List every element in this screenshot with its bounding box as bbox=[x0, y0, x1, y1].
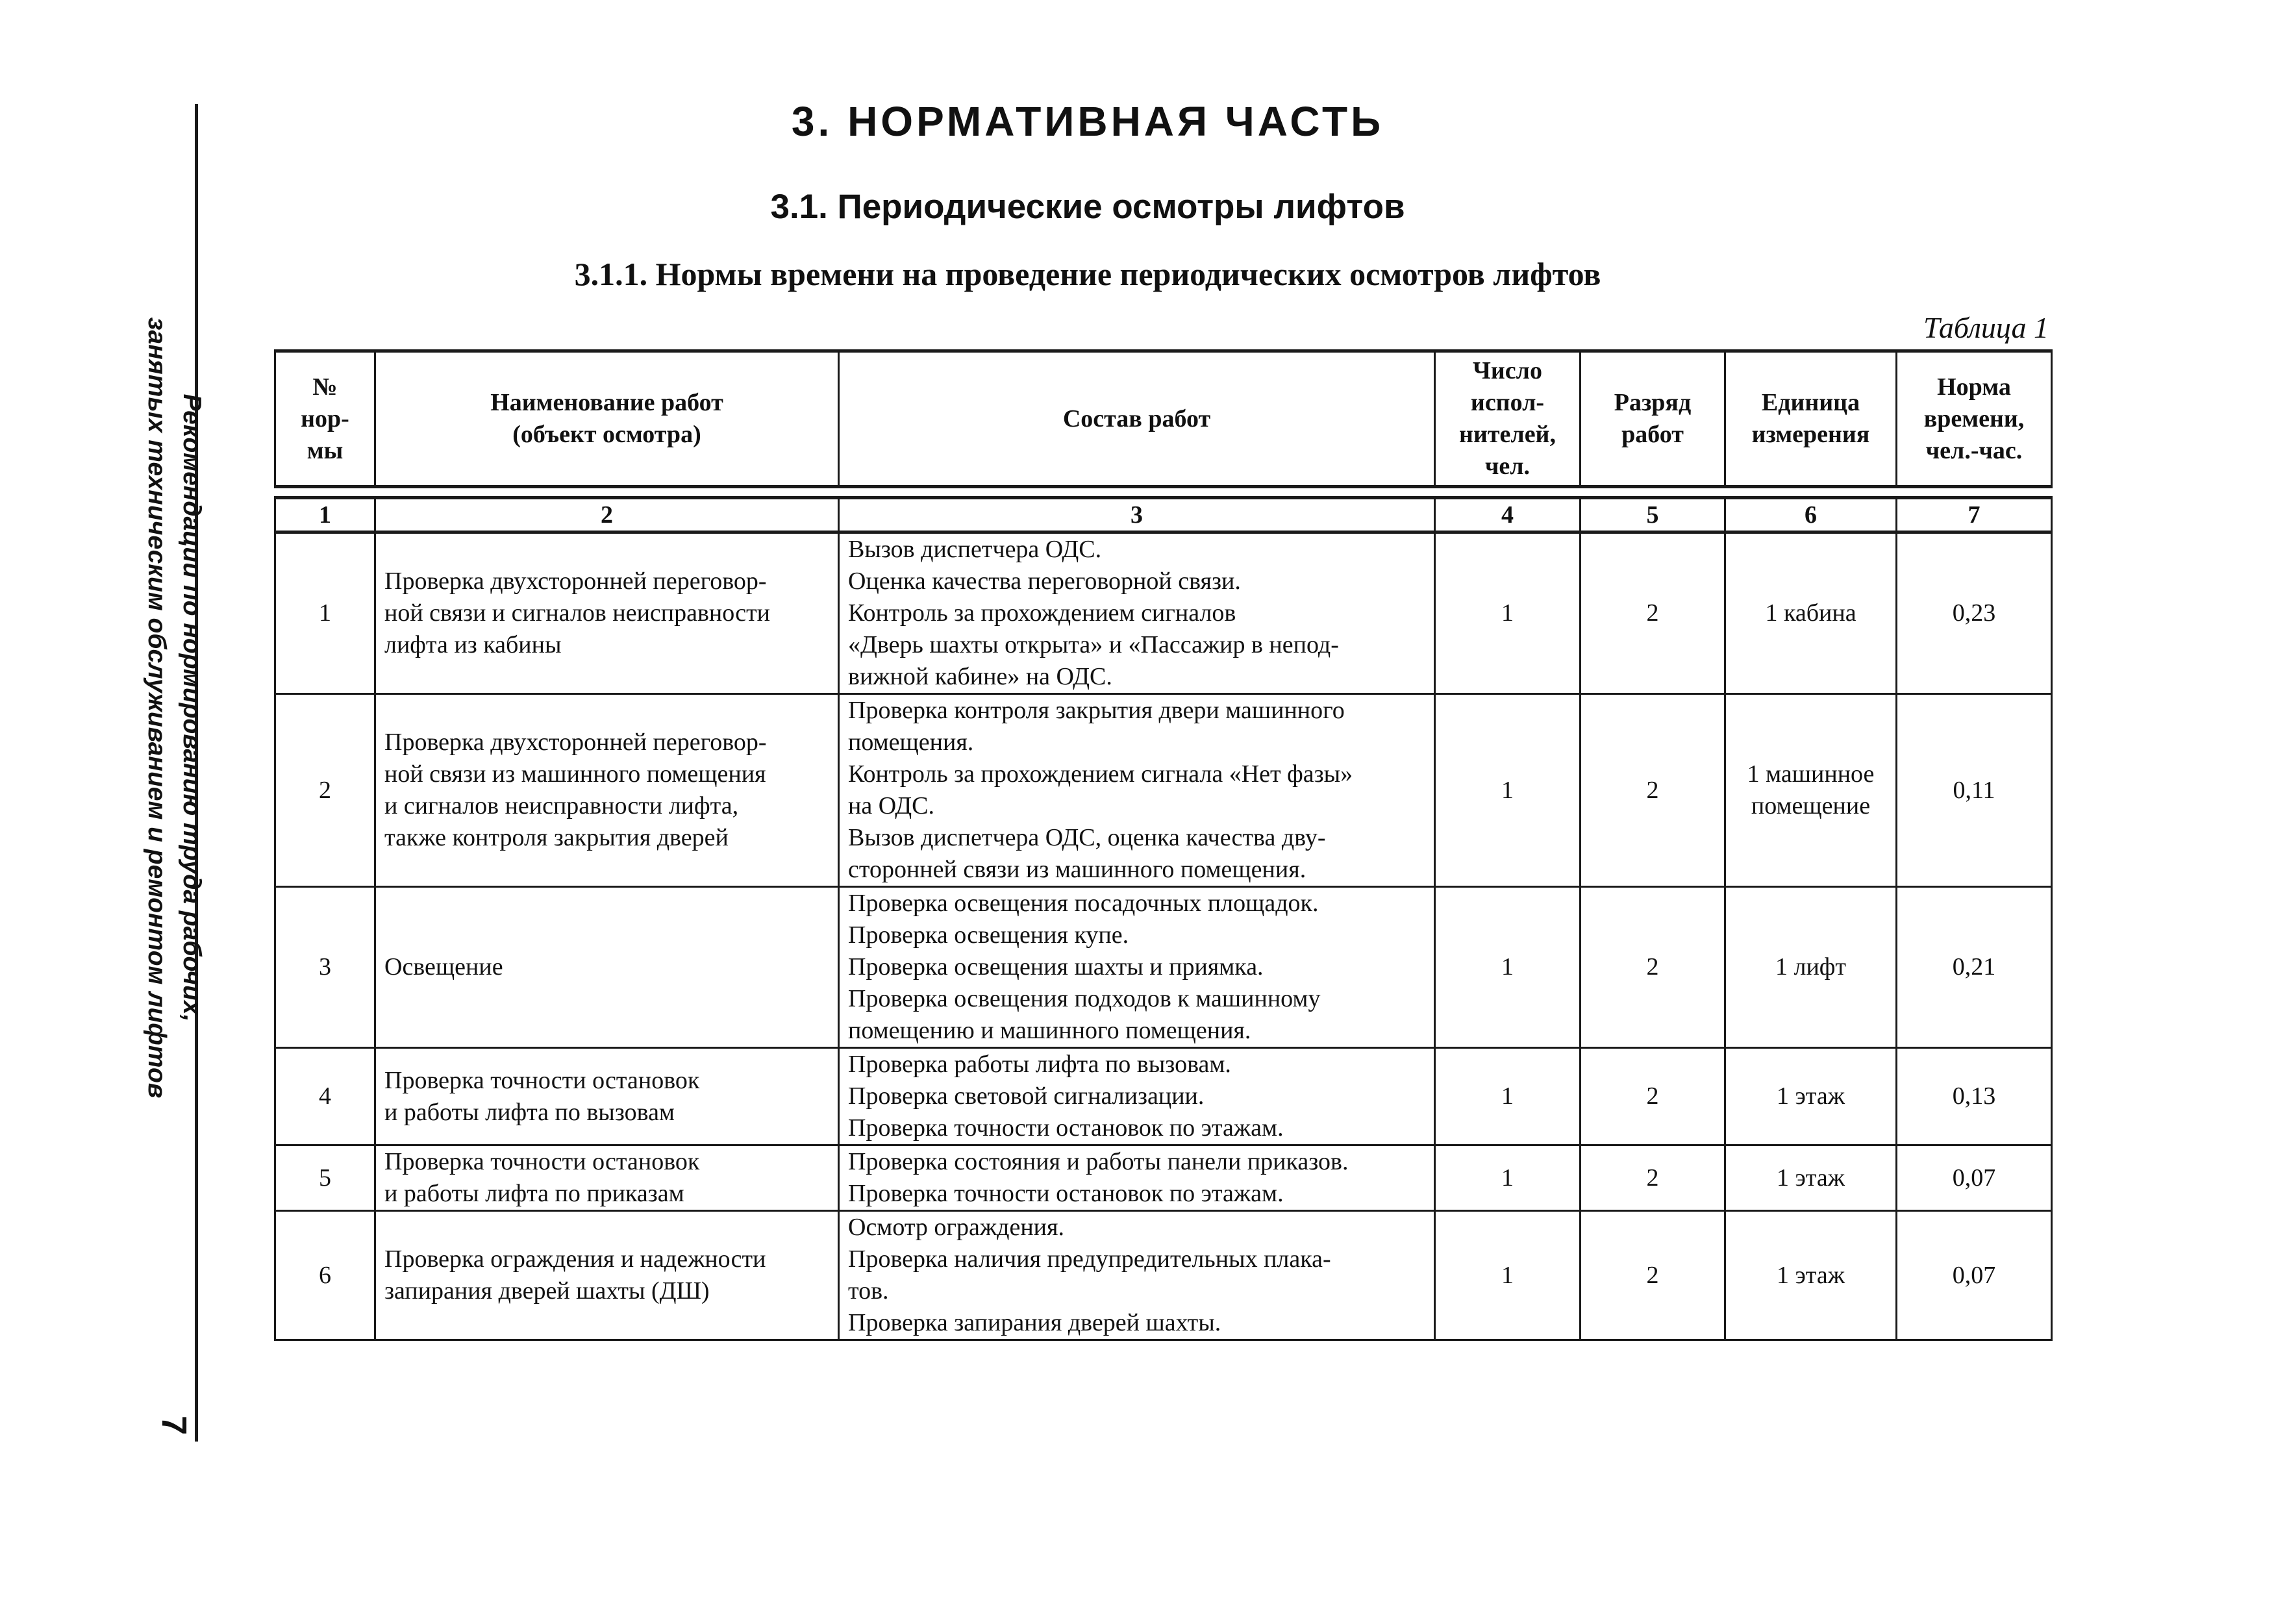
work-composition-cell-line: Проверка точности остановок по этажам. bbox=[848, 1180, 1284, 1207]
header-line: нителей, bbox=[1459, 421, 1556, 448]
header-line: Наименование работ bbox=[490, 389, 723, 416]
work-composition-cell-line: Осмотр ограждения. bbox=[848, 1214, 1064, 1241]
header-line: работ bbox=[1621, 421, 1684, 448]
norm-number-cell: 6 bbox=[275, 1211, 375, 1340]
norm-number-cell: 2 bbox=[275, 694, 375, 887]
unit-cell bbox=[1725, 1048, 1897, 1145]
header-line: Единица bbox=[1761, 389, 1860, 416]
running-title bbox=[139, 318, 209, 1099]
header-line: (объект осмотра) bbox=[512, 421, 701, 448]
work-name-cell-line: запирания дверей шахты (ДШ) bbox=[384, 1277, 710, 1305]
grade-cell: 2 bbox=[1581, 532, 1725, 694]
work-name-cell bbox=[375, 1048, 839, 1145]
work-name-cell-line: и работы лифта по вызовам bbox=[384, 1098, 675, 1126]
column-number-row bbox=[275, 498, 2052, 532]
table-label: Таблица 1 bbox=[1923, 311, 2049, 344]
header-line: чел. bbox=[1484, 453, 1531, 480]
header-line: нор- bbox=[301, 405, 349, 432]
work-name-cell-line: ной связи из машинного помещения bbox=[384, 760, 766, 788]
section-heading: 3. НОРМАТИВНАЯ ЧАСТЬ bbox=[791, 98, 1384, 145]
header-line: Число bbox=[1473, 357, 1542, 384]
time-norm-cell: 0,21 bbox=[1897, 887, 2052, 1048]
table-row bbox=[275, 1211, 2052, 1340]
work-composition-cell-line: помещения. bbox=[848, 729, 974, 756]
column-number: 5 bbox=[1581, 498, 1725, 532]
work-composition-cell-line: помещению и машинного помещения. bbox=[848, 1017, 1251, 1044]
header-cell bbox=[1725, 351, 1897, 487]
unit-cell-line: помещение bbox=[1751, 792, 1871, 819]
unit-cell-line: 1 этаж bbox=[1776, 1261, 1845, 1289]
workers-count-cell: 1 bbox=[1435, 887, 1581, 1048]
workers-count-cell: 1 bbox=[1435, 532, 1581, 694]
header-cell bbox=[1897, 351, 2052, 487]
work-name-cell-line: и сигналов неисправности лифта, bbox=[384, 792, 739, 819]
workers-count-cell: 1 bbox=[1435, 1048, 1581, 1145]
work-name-cell-line: Проверка точности остановок bbox=[384, 1148, 700, 1175]
grade-cell: 2 bbox=[1581, 694, 1725, 887]
time-norm-cell: 0,11 bbox=[1897, 694, 2052, 887]
unit-cell-line: 1 этаж bbox=[1776, 1164, 1845, 1192]
work-composition-cell-line: сторонней связи из машинного помещения. bbox=[848, 856, 1306, 883]
work-composition-cell bbox=[839, 887, 1435, 1048]
work-name-cell-line: Проверка двухсторонней переговор- bbox=[384, 568, 767, 595]
unit-cell-line: 1 этаж bbox=[1776, 1082, 1845, 1110]
header-line: измерения bbox=[1751, 421, 1870, 448]
work-name-cell-line: ной связи и сигналов неисправности bbox=[384, 599, 771, 627]
running-title-line-2: занятых техническим обслуживанием и ремонтом лифтов bbox=[143, 317, 171, 1099]
work-composition-cell-line: Проверка контроля закрытия двери машинного bbox=[848, 697, 1345, 724]
work-composition-cell-line: Проверка освещения купе. bbox=[848, 921, 1129, 949]
time-norm-cell: 0,13 bbox=[1897, 1048, 2052, 1145]
work-composition-cell-line: на ОДС. bbox=[848, 792, 935, 819]
workers-count-cell: 1 bbox=[1435, 694, 1581, 887]
time-norm-cell: 0,23 bbox=[1897, 532, 2052, 694]
work-composition-cell-line: Проверка работы лифта по вызовам. bbox=[848, 1051, 1231, 1078]
header-cell bbox=[375, 351, 839, 487]
header-line: чел.-час. bbox=[1925, 436, 2023, 464]
norm-number-cell: 4 bbox=[275, 1048, 375, 1145]
unit-cell bbox=[1725, 1211, 1897, 1340]
norm-number-cell: 3 bbox=[275, 887, 375, 1048]
table-row bbox=[275, 1048, 2052, 1145]
unit-cell bbox=[1725, 887, 1897, 1048]
header-line: Норма bbox=[1937, 373, 2011, 401]
work-composition-cell-line: Вызов диспетчера ОДС. bbox=[848, 536, 1102, 563]
header-cell bbox=[275, 351, 375, 487]
work-composition-cell-line: тов. bbox=[848, 1277, 889, 1305]
grade-cell: 2 bbox=[1581, 887, 1725, 1048]
work-composition-cell-line: Проверка наличия предупредительных плака- bbox=[848, 1245, 1331, 1273]
header-cell bbox=[839, 351, 1435, 487]
work-composition-cell-line: Проверка световой сигнализации. bbox=[848, 1082, 1205, 1110]
workers-count-cell: 1 bbox=[1435, 1211, 1581, 1340]
work-composition-cell-line: Проверка освещения шахты и приямка. bbox=[848, 953, 1264, 981]
table-body bbox=[275, 532, 2052, 1340]
work-name-cell-line: также контроля закрытия дверей bbox=[384, 824, 729, 851]
header-cell bbox=[1581, 351, 1725, 487]
unit-cell bbox=[1725, 694, 1897, 887]
work-name-cell-line: и работы лифта по приказам bbox=[384, 1180, 684, 1207]
unit-cell-line: 1 лифт bbox=[1775, 953, 1847, 981]
table-row bbox=[275, 532, 2052, 694]
header-gap-cell bbox=[275, 487, 2052, 498]
column-number: 6 bbox=[1725, 498, 1897, 532]
work-name-cell bbox=[375, 887, 839, 1048]
table-row bbox=[275, 1145, 2052, 1211]
norms-table bbox=[274, 349, 2053, 1341]
work-composition-cell-line: Проверка запирания дверей шахты. bbox=[848, 1309, 1221, 1336]
work-name-cell-line: лифта из кабины bbox=[384, 631, 562, 658]
work-composition-cell-line: Проверка точности остановок по этажам. bbox=[848, 1114, 1284, 1142]
norm-number-cell: 1 bbox=[275, 532, 375, 694]
header-row bbox=[275, 351, 2052, 487]
work-name-cell-line: Проверка ограждения и надежности bbox=[384, 1245, 766, 1273]
grade-cell: 2 bbox=[1581, 1211, 1725, 1340]
header-line: Разряд bbox=[1614, 389, 1692, 416]
work-name-cell-line: Освещение bbox=[384, 953, 503, 981]
unit-cell bbox=[1725, 532, 1897, 694]
subsection-heading: 3.1. Периодические осмотры лифтов bbox=[770, 188, 1405, 226]
work-composition-cell-line: «Дверь шахты открыта» и «Пассажир в непод- bbox=[848, 631, 1339, 658]
workers-count-cell: 1 bbox=[1435, 1145, 1581, 1211]
work-composition-cell-line: Проверка состояния и работы панели приказов. bbox=[848, 1148, 1349, 1175]
table-row bbox=[275, 887, 2052, 1048]
header-line: № bbox=[312, 373, 338, 401]
work-name-cell-line: Проверка двухсторонней переговор- bbox=[384, 729, 767, 756]
work-composition-cell-line: Вызов диспетчера ОДС, оценка качества дву- bbox=[848, 824, 1326, 851]
grade-cell: 2 bbox=[1581, 1048, 1725, 1145]
unit-cell-line: 1 кабина bbox=[1765, 599, 1856, 627]
work-name-cell bbox=[375, 532, 839, 694]
table-row bbox=[275, 694, 2052, 887]
work-name-cell-line: Проверка точности остановок bbox=[384, 1066, 700, 1094]
column-number: 4 bbox=[1435, 498, 1581, 532]
norm-number-cell: 5 bbox=[275, 1145, 375, 1211]
time-norm-cell: 0,07 bbox=[1897, 1211, 2052, 1340]
header-line: времени, bbox=[1923, 405, 2025, 432]
page-number: 7 bbox=[155, 1415, 194, 1436]
table-heading: 3.1.1. Нормы времени на проведение периодических осмотров лифтов bbox=[574, 256, 1601, 292]
work-name-cell bbox=[375, 694, 839, 887]
column-number: 1 bbox=[275, 498, 375, 532]
work-composition-cell-line: Проверка освещения посадочных площадок. bbox=[848, 890, 1319, 917]
work-composition-cell bbox=[839, 1145, 1435, 1211]
work-composition-cell bbox=[839, 1211, 1435, 1340]
work-composition-cell-line: Контроль за прохождением сигналов bbox=[848, 599, 1236, 627]
work-composition-cell-line: Оценка качества переговорной связи. bbox=[848, 568, 1241, 595]
work-name-cell bbox=[375, 1211, 839, 1340]
header-gap bbox=[275, 487, 2052, 498]
work-composition-cell-line: Контроль за прохождением сигнала «Нет фазы» bbox=[848, 760, 1353, 788]
work-composition-cell bbox=[839, 694, 1435, 887]
time-norm-cell: 0,07 bbox=[1897, 1145, 2052, 1211]
work-composition-cell bbox=[839, 532, 1435, 694]
work-name-cell bbox=[375, 1145, 839, 1211]
work-composition-cell bbox=[839, 1048, 1435, 1145]
running-title-line-1: Рекомендации по нормированию труда рабочих, bbox=[178, 394, 206, 1022]
work-composition-cell-line: Проверка освещения подходов к машинному bbox=[848, 985, 1321, 1012]
column-number: 2 bbox=[375, 498, 839, 532]
unit-cell bbox=[1725, 1145, 1897, 1211]
header-line: Состав работ bbox=[1062, 405, 1211, 432]
unit-cell-line: 1 машинное bbox=[1747, 760, 1875, 788]
header-cell bbox=[1435, 351, 1581, 487]
header-line: мы bbox=[306, 436, 344, 464]
work-composition-cell-line: вижной кабине» на ОДС. bbox=[848, 663, 1112, 690]
grade-cell: 2 bbox=[1581, 1145, 1725, 1211]
column-number: 7 bbox=[1897, 498, 2052, 532]
column-number: 3 bbox=[839, 498, 1435, 532]
header-line: испол- bbox=[1470, 389, 1545, 416]
